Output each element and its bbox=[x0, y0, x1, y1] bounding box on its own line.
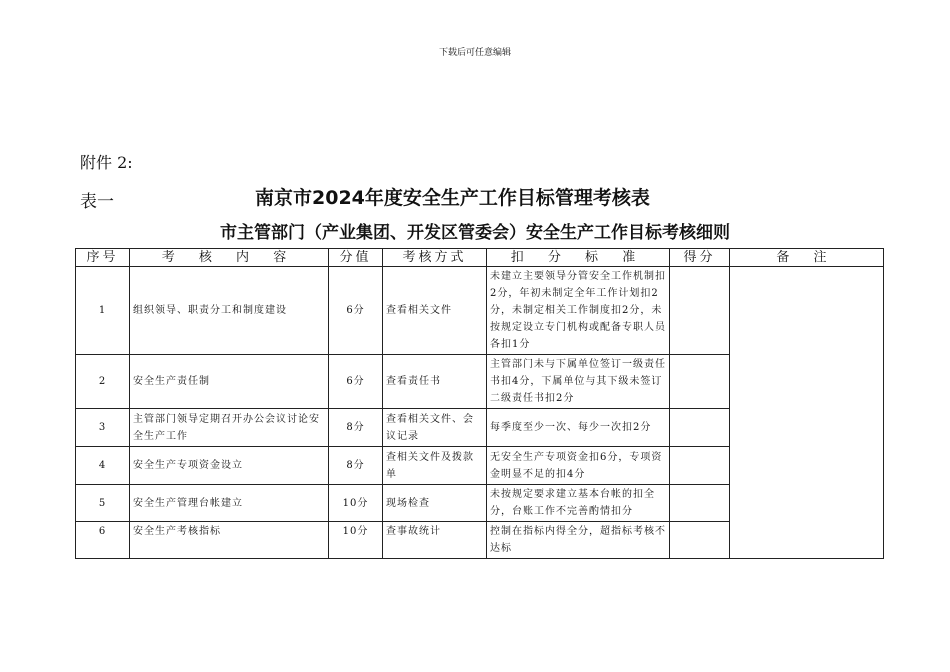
col-header-deduction: 扣 分 标 准 bbox=[487, 249, 670, 267]
col-header-no: 序号 bbox=[76, 249, 130, 267]
row-content: 组织领导、职责分工和制度建设 bbox=[130, 267, 329, 355]
row-deduction: 控制在指标内得全分，超指标考核不达标 bbox=[487, 522, 670, 559]
row-got bbox=[670, 522, 730, 559]
row-no: 3 bbox=[76, 409, 130, 447]
row-score: 8分 bbox=[329, 447, 383, 485]
row-content: 主管部门领导定期召开办公会议讨论安全生产工作 bbox=[130, 409, 329, 447]
row-method: 查相关文件及拨款单 bbox=[383, 447, 487, 485]
table-row bbox=[76, 267, 884, 355]
row-no: 4 bbox=[76, 447, 130, 485]
row-deduction: 无安全生产专项资金扣6分，专项资金明显不足的扣4分 bbox=[487, 447, 670, 485]
row-deduction: 主管部门未与下属单位签订一级责任书扣4分，下属单位与其下级未签订二级责任书扣2分 bbox=[487, 355, 670, 409]
row-content: 安全生产责任制 bbox=[130, 355, 329, 409]
row-no: 2 bbox=[76, 355, 130, 409]
col-header-remark: 备 注 bbox=[730, 249, 884, 267]
header-note: 下载后可任意编辑 bbox=[438, 48, 511, 58]
row-no: 1 bbox=[76, 267, 130, 355]
row-content: 安全生产专项资金设立 bbox=[130, 447, 329, 485]
row-deduction: 未建立主要领导分管安全工作机制扣2分，年初未制定全年工作计划扣2分，未制定相关工作制度扣2分，未按规定设立专门机构或配备专职人员各扣1分 bbox=[487, 267, 670, 355]
row-got bbox=[670, 447, 730, 485]
remark-cell bbox=[730, 267, 884, 559]
table-label: 表一 bbox=[80, 192, 114, 212]
document-subtitle: 市主管部门（产业集团、开发区管委会）安全生产工作目标考核细则 bbox=[220, 223, 730, 243]
row-content: 安全生产管理台帐建立 bbox=[130, 485, 329, 522]
row-got bbox=[670, 267, 730, 355]
assessment-table bbox=[75, 248, 884, 559]
row-no: 6 bbox=[76, 522, 130, 559]
row-got bbox=[670, 485, 730, 522]
row-got bbox=[670, 409, 730, 447]
row-method: 查看相关文件 bbox=[383, 267, 487, 355]
row-deduction: 未按规定要求建立基本台帐的扣全分，台账工作不完善酌情扣分 bbox=[487, 485, 670, 522]
row-score: 6分 bbox=[329, 267, 383, 355]
document-title: 南京市2024年度安全生产工作目标管理考核表 bbox=[255, 187, 650, 209]
row-deduction: 每季度至少一次、每少一次扣2分 bbox=[487, 409, 670, 447]
row-score: 6分 bbox=[329, 355, 383, 409]
col-header-got: 得分 bbox=[670, 249, 730, 267]
table-header-row bbox=[76, 249, 884, 267]
row-method: 查事故统计 bbox=[383, 522, 487, 559]
col-header-method: 考核方式 bbox=[383, 249, 487, 267]
row-score: 8分 bbox=[329, 409, 383, 447]
row-method: 查看相关文件、会议记录 bbox=[383, 409, 487, 447]
row-got bbox=[670, 355, 730, 409]
attachment-label: 附件 2: bbox=[80, 153, 133, 172]
row-method: 查看责任书 bbox=[383, 355, 487, 409]
col-header-content: 考 核 内 容 bbox=[130, 249, 329, 267]
col-header-score: 分值 bbox=[329, 249, 383, 267]
row-score: 10分 bbox=[329, 485, 383, 522]
row-no: 5 bbox=[76, 485, 130, 522]
row-score: 10分 bbox=[329, 522, 383, 559]
row-method: 现场检查 bbox=[383, 485, 487, 522]
row-content: 安全生产考核指标 bbox=[130, 522, 329, 559]
